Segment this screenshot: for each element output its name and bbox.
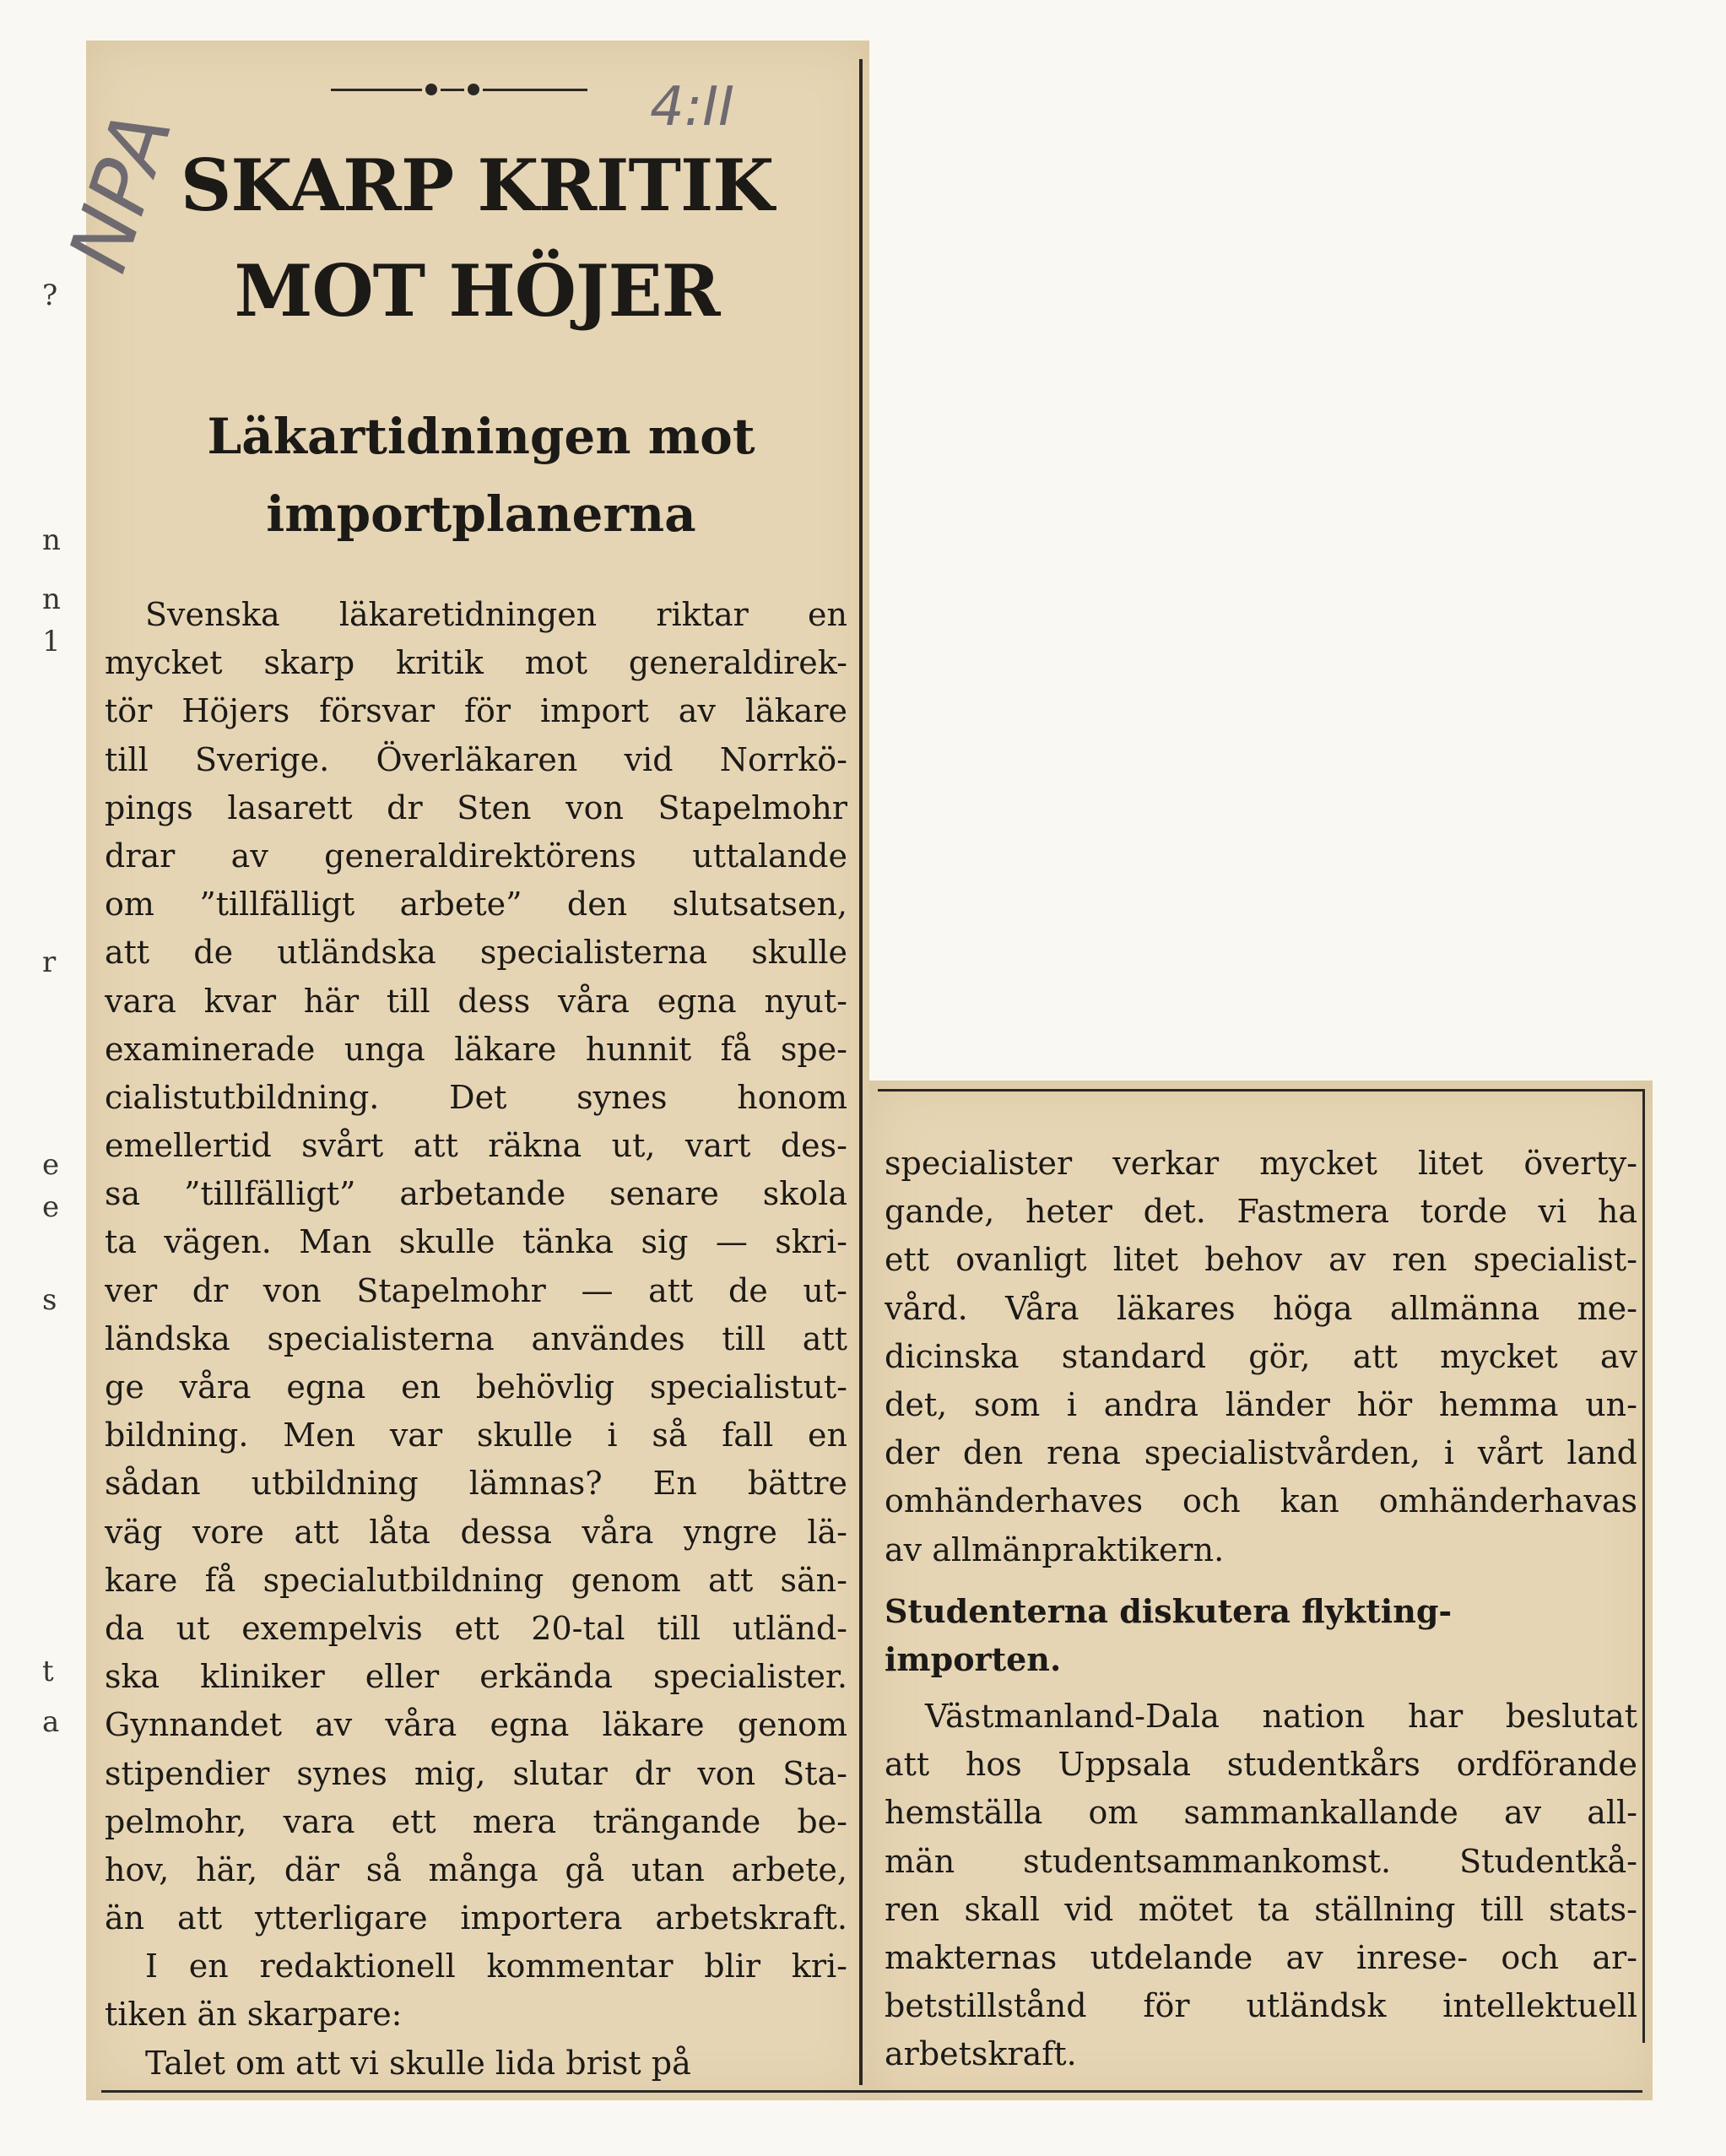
text-line: det, som i andra länder hör hemma un- [885,1385,1637,1423]
text-line: än att ytterligare importera arbetskraft. [105,1899,847,1937]
text-line: der den rena specialistvården, i vårt land [885,1434,1637,1472]
text-line: Talet om att vi skulle lida brist på [145,2044,691,2082]
edge-fragment: e [42,1190,60,1224]
text-line: drar av generaldirektörens uttalande [105,837,847,875]
handwritten-side-note: NPA [51,100,191,283]
text-line: kare få specialutbildning genom att sän- [105,1561,847,1599]
text-line: gande, heter det. Fastmera torde vi ha [885,1193,1637,1231]
text-line: av allmänpraktikern. [885,1530,1225,1568]
handwritten-code: 4:II [650,76,735,138]
subheadline-line-1: Läkartidningen mot [207,408,755,465]
text-line: män studentsammankomst. Studentkå- [885,1842,1637,1880]
edge-fragment: r [42,945,57,979]
right-top-rule [878,1089,1642,1092]
text-line: cialistutbildning. Det synes honom [105,1078,847,1116]
text-line: emellertid svårt att räkna ut, vart des- [105,1127,847,1165]
text-line: bildning. Men var skulle i så fall en [105,1417,847,1454]
text-line: sa ”tillfälligt” arbetande senare skola [105,1175,847,1213]
text-line: omhänderhaves och kan omhänderhavas [885,1482,1637,1520]
text-line: Gynnandet av våra egna läkare genom [105,1706,847,1744]
text-line: dicinska standard gör, att mycket av [885,1337,1637,1375]
text-line: betstillstånd för utländsk intellektuell [885,1987,1637,2025]
text-line: vara kvar här till dess våra egna nyut- [105,982,847,1020]
text-line: till Sverige. Överläkaren vid Norrkö- [105,740,847,778]
edge-fragment: t [42,1655,54,1688]
edge-fragment: 1 [42,625,61,658]
text-line: tiken än skarpare: [105,1996,403,2034]
edge-fragment: a [42,1705,60,1739]
text-line: väg vore att låta dessa våra yngre lä- [105,1513,847,1551]
header-ornament [331,83,587,96]
edge-fragment: ? [42,279,58,312]
right-border-rule [1642,1089,1645,2043]
text-line: ren skall vid mötet ta ställning till stats- [885,1890,1637,1928]
text-line: att de utländska specialisterna skulle [105,934,847,972]
text-line: ländska specialisterna användes till att [105,1319,847,1357]
text-line: om ”tillfälligt arbete” den slutsatsen, [105,886,847,924]
edge-fragment: s [42,1283,57,1317]
left-column-text [105,591,847,2088]
right-subheading [885,1587,1637,1683]
edge-fragment: n [42,582,61,616]
bottom-rule [101,2090,1642,2093]
text-line: ska kliniker eller erkända specialister. [105,1658,847,1696]
text-line: stipendier synes mig, slutar dr von Sta- [105,1754,847,1792]
subheading-line: importen. [885,1640,1062,1678]
edge-fragment: e [42,1148,60,1182]
text-line: I en redaktionell kommentar blir kri- [145,1947,847,1985]
text-line: ge våra egna en behövlig specialistut- [105,1368,847,1406]
text-line: examinerade unga läkare hunnit få spe- [105,1030,847,1068]
text-line: pings lasarett dr Sten von Stapelmohr [105,788,847,826]
text-line: att hos Uppsala studentkårs ordförande [885,1746,1637,1784]
text-line: da ut exempelvis ett 20-tal till utländ- [105,1609,847,1647]
text-line: Svenska läkaretidningen riktar en [145,596,847,633]
text-line: pelmohr, vara ett mera trängande be- [105,1802,847,1840]
text-line: ta vägen. Man skulle tänka sig — skri- [105,1223,847,1261]
right-column-text-2 [885,1693,1637,2079]
text-line: hemställa om sammankallande av all- [885,1794,1637,1832]
text-line: makternas utdelande av inrese- och ar- [885,1938,1637,1976]
text-line: ett ovanligt litet behov av ren specialist- [885,1241,1637,1279]
subheading-line: Studenterna diskutera flykting- [885,1592,1453,1630]
right-column-text-1 [885,1140,1637,1574]
edge-fragment: n [42,523,61,557]
text-line: hov, här, där så många gå utan arbete, [105,1850,847,1888]
text-line: mycket skarp kritik mot generaldirek- [105,644,847,682]
text-line: sådan utbildning lämnas? En bättre [105,1465,847,1503]
text-line: vård. Våra läkares höga allmänna me- [885,1289,1637,1327]
column-rule [859,59,863,2085]
headline-line-2: MOT HÖJER [234,249,720,333]
text-line: tör Höjers försvar för import av läkare [105,692,847,730]
text-line: Västmanland-Dala nation har beslutat [925,1698,1637,1735]
headline-line-1: SKARP KRITIK [180,144,774,227]
subheadline-line-2: importplanerna [266,485,696,543]
text-line: ver dr von Stapelmohr — att de ut- [105,1271,847,1309]
text-line: arbetskraft. [885,2035,1077,2073]
text-line: specialister verkar mycket litet överty- [885,1145,1637,1182]
